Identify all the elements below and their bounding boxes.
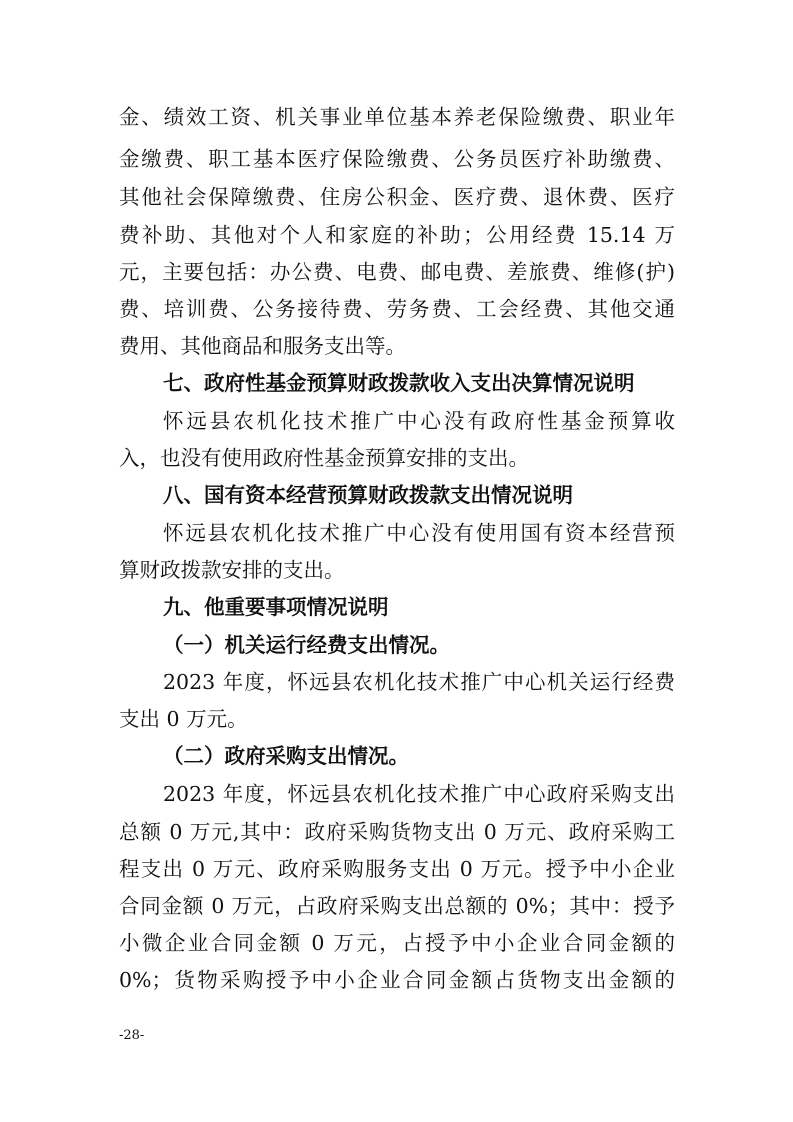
body-line: 其他社会保障缴费、住房公积金、医疗费、退休费、医疗 <box>119 185 675 209</box>
body-line: 怀远县农机化技术推广中心没有使用国有资本经营预 <box>163 521 675 545</box>
section-heading: 八、国有资本经营预算财政拨款支出情况说明 <box>163 483 573 507</box>
body-line: 怀远县农机化技术推广中心没有政府性基金预算收 <box>163 409 675 433</box>
body-line: 2023 年度，怀远县农机化技术推广中心机关运行经费 <box>163 670 675 694</box>
body-line: 总额 0 万元,其中：政府采购货物支出 0 万元、政府采购工 <box>119 820 675 844</box>
body-line: 金缴费、职工基本医疗保险缴费、公务员医疗补助缴费、 <box>119 147 675 171</box>
page-number: -28- <box>119 1028 145 1043</box>
sub-heading: （一）机关运行经费支出情况。 <box>163 633 450 657</box>
section-heading: 九、他重要事项情况说明 <box>163 595 389 619</box>
body-line: 小微企业合同金额 0 万元，占授予中小企业合同金额的 <box>119 931 675 955</box>
section-heading: 七、政府性基金预算财政拨款收入支出决算情况说明 <box>163 371 635 395</box>
body-line: 合同金额 0 万元，占政府采购支出总额的 0%；其中：授予 <box>119 894 675 918</box>
body-line: 费、培训费、公务接待费、劳务费、工会经费、其他交通 <box>119 297 675 321</box>
sub-heading: （二）政府采购支出情况。 <box>163 744 409 768</box>
body-line: 金、绩效工资、机关事业单位基本养老保险缴费、职业年 <box>119 105 675 129</box>
body-line: 0%；货物采购授予中小企业合同金额占货物支出金额的 <box>119 968 675 992</box>
body-line: 费补助、其他对个人和家庭的补助；公用经费 15.14 万 <box>119 223 675 247</box>
body-line: 入，也没有使用政府性基金预算安排的支出。 <box>119 446 529 470</box>
body-line: 2023 年度，怀远县农机化技术推广中心政府采购支出 <box>163 782 675 806</box>
body-line: 程支出 0 万元、政府采购服务支出 0 万元。授予中小企业 <box>119 857 675 881</box>
body-line: 费用、其他商品和服务支出等。 <box>119 334 406 358</box>
body-line: 支出 0 万元。 <box>119 707 248 731</box>
body-line: 元，主要包括：办公费、电费、邮电费、差旅费、维修(护) <box>119 260 675 284</box>
body-line: 算财政拨款安排的支出。 <box>119 558 345 582</box>
